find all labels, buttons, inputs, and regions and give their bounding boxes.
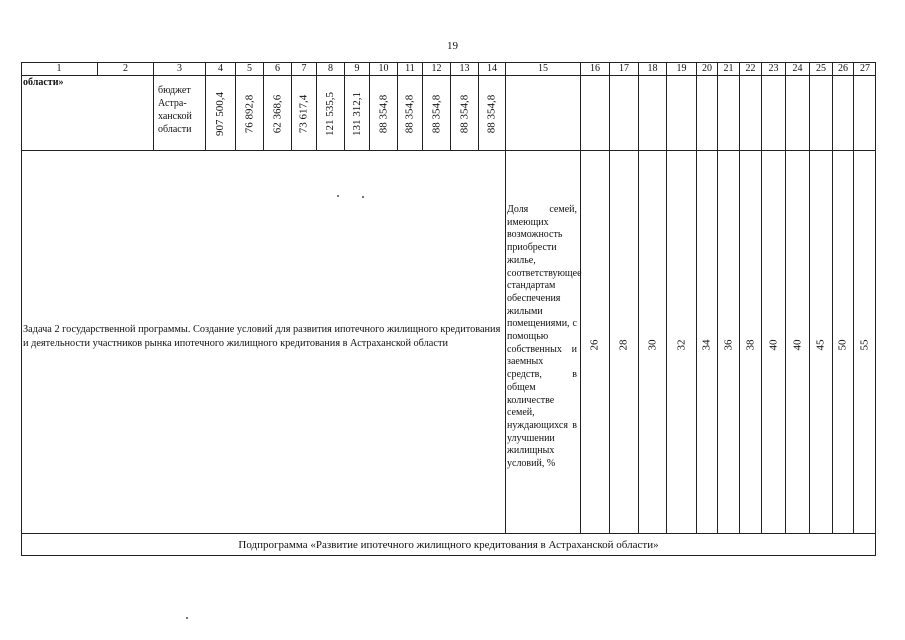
indicator-value: 40	[791, 339, 803, 351]
indicator-value-col16	[580, 320, 609, 370]
column-header-26: 26	[832, 62, 853, 76]
column-header-17: 17	[609, 62, 638, 76]
amount-cell-col4	[205, 78, 235, 150]
amount-value: 88 354,8	[458, 94, 470, 134]
page-number: 19	[447, 40, 458, 52]
budget-source-cell: бюджет Астра-ханской области	[158, 85, 192, 135]
indicator-value-col20	[696, 320, 717, 370]
column-header-13: 13	[450, 62, 478, 76]
amount-value: 121 535,5	[324, 92, 336, 136]
indicator-value-col25	[809, 320, 832, 370]
scan-speck	[186, 617, 188, 619]
indicator-value: 40	[767, 339, 779, 351]
column-divider	[761, 76, 762, 533]
column-header-8: 8	[316, 62, 344, 76]
indicator-value: 28	[617, 339, 630, 351]
indicator-value-col22	[739, 320, 761, 370]
indicator-value-col26	[832, 320, 853, 370]
scan-speck	[337, 195, 339, 197]
column-divider	[609, 76, 610, 533]
indicator-value: 30	[646, 339, 658, 351]
amount-cell-col7	[291, 78, 316, 150]
indicator-value-col19	[666, 320, 696, 370]
amount-value: 73 617,4	[297, 94, 310, 134]
column-header-16: 16	[580, 62, 609, 76]
column-header-27: 27	[853, 62, 876, 76]
indicator-value: 50	[836, 339, 849, 351]
indicator-value: 26	[588, 339, 601, 351]
indicator-value: 45	[814, 339, 827, 351]
column-divider	[666, 76, 667, 533]
amount-value: 88 354,8	[403, 94, 416, 134]
column-header-14: 14	[478, 62, 505, 76]
column-header-1: 1	[21, 62, 97, 76]
row1-col1-text: области»	[23, 77, 64, 88]
column-header-5: 5	[235, 62, 263, 76]
amount-value: 88 354,8	[377, 94, 389, 134]
column-header-15: 15	[505, 62, 580, 76]
column-header-23: 23	[761, 62, 785, 76]
column-header-24: 24	[785, 62, 809, 76]
column-header-2: 2	[97, 62, 153, 76]
amount-value: 62 368,6	[271, 94, 283, 134]
column-header-3: 3	[153, 62, 205, 76]
column-divider	[696, 76, 697, 533]
amount-cell-col10	[369, 78, 397, 150]
column-header-7: 7	[291, 62, 316, 76]
column-divider	[832, 76, 833, 533]
indicator-value: 36	[722, 339, 734, 351]
subprogram-title: Подпрограмма «Развитие ипотечного жилищного кредитования в Астраханской области»	[238, 539, 659, 551]
column-header-18: 18	[638, 62, 666, 76]
column-divider	[638, 76, 639, 533]
scan-speck	[362, 196, 364, 198]
indicator-value: 32	[675, 339, 687, 351]
column-divider	[717, 76, 718, 533]
task-description: Задача 2 государственной программы. Создание условий для развития ипотечного жилищного кредитования и деятельности участников рынка ипотечного жилищного кредитования в Астраханской области	[23, 324, 501, 349]
column-divider	[580, 76, 581, 533]
indicator-value-col27	[853, 320, 876, 370]
amount-cell-col11	[397, 78, 422, 150]
amount-value: 131 312,1	[350, 92, 363, 136]
column-header-22: 22	[739, 62, 761, 76]
column-header-12: 12	[422, 62, 450, 76]
amount-cell-col14	[478, 78, 505, 150]
column-header-6: 6	[263, 62, 291, 76]
indicator-value: 55	[858, 339, 871, 351]
amount-cell-col6	[263, 78, 291, 150]
column-header-25: 25	[809, 62, 832, 76]
amount-cell-col12	[422, 78, 450, 150]
column-header-11: 11	[397, 62, 422, 76]
column-divider	[739, 76, 740, 533]
column-divider	[785, 76, 786, 533]
indicator-value-col18	[638, 320, 666, 370]
column-header-4: 4	[205, 62, 235, 76]
amount-value: 88 354,8	[485, 94, 498, 134]
row-divider	[21, 150, 876, 151]
column-header-20: 20	[696, 62, 717, 76]
column-header-10: 10	[369, 62, 397, 76]
indicator-value: 34	[700, 339, 713, 351]
column-header-19: 19	[666, 62, 696, 76]
amount-value: 88 354,8	[430, 94, 442, 134]
indicator-description: Доля семей, имеющих возможность приобрести жилье, соответствующее стандартам обеспечения жилыми помещениями, с помощью собственных и заемных средств, в общем количестве семей, нуждающихся в улучшении жилищных условий, %	[507, 204, 582, 470]
amount-cell-col5	[235, 78, 263, 150]
amount-value: 76 892,8	[243, 94, 255, 134]
column-divider	[809, 76, 810, 533]
indicator-value: 38	[744, 339, 756, 351]
column-divider	[505, 76, 506, 533]
indicator-value-col21	[717, 320, 739, 370]
amount-cell-col13	[450, 78, 478, 150]
column-header-21: 21	[717, 62, 739, 76]
amount-value: 907 500,4	[214, 92, 226, 136]
indicator-value-col24	[785, 320, 809, 370]
column-divider	[153, 76, 154, 150]
amount-cell-col9	[344, 78, 369, 150]
column-divider	[853, 76, 854, 533]
amount-cell-col8	[316, 78, 344, 150]
row-divider	[21, 533, 876, 534]
column-header-9: 9	[344, 62, 369, 76]
indicator-value-col17	[609, 320, 638, 370]
indicator-value-col23	[761, 320, 785, 370]
